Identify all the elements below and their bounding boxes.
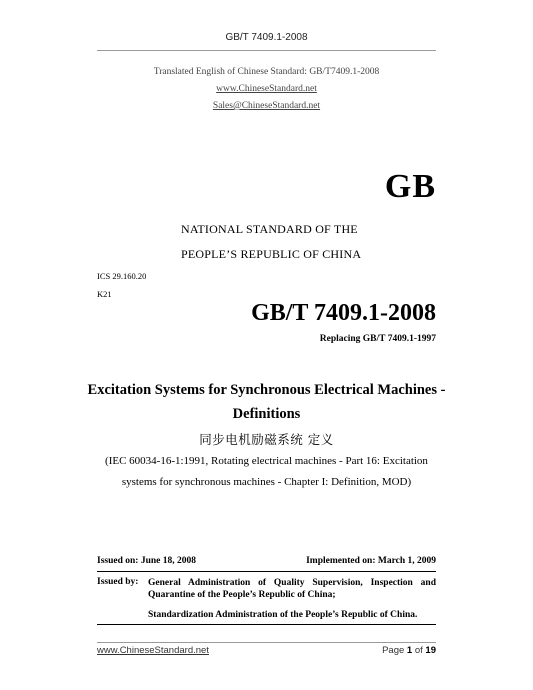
email-link[interactable]: Sales@ChineseStandard.net: [212, 101, 321, 111]
page-of: of: [414, 645, 423, 656]
translation-note: Translated English of Chinese Standard: GB/T7409.1-2008: [153, 67, 380, 77]
issuer-2: Standardization Administration of the People’s Republic of China.: [148, 610, 418, 620]
ics-code: ICS 29.160.20: [97, 271, 147, 281]
iec-reference-line1: (IEC 60034-16-1:1991, Rotating electrical machines - Part 16: Excitation: [105, 455, 428, 467]
issuers-divider: [97, 624, 436, 625]
issuer-1: General Administration of Quality Supervision, Inspection and Quarantine of the People’s Republic of China;: [148, 578, 436, 600]
running-header-title: GB/T 7409.1-2008: [225, 32, 308, 43]
issued-date: Issued on: June 18, 2008: [97, 556, 196, 566]
issued-by-label: Issued by:: [97, 577, 139, 587]
header-divider: [97, 50, 436, 51]
standard-number: GB/T 7409.1-2008: [251, 300, 436, 326]
footer-website-link[interactable]: www.ChineseStandard.net: [97, 645, 209, 656]
website-link[interactable]: www.ChineseStandard.net: [216, 84, 317, 94]
implemented-date: Implemented on: March 1, 2009: [306, 556, 436, 566]
website-link-row: [0, 84, 533, 94]
dates-divider: [97, 571, 436, 572]
title-line2: Definitions: [232, 406, 301, 422]
replacing-standard: Replacing GB/T 7409.1-1997: [319, 334, 436, 344]
page-current: 1: [406, 645, 413, 656]
page-total: 19: [425, 645, 436, 656]
national-standard-line1: NATIONAL STANDARD OF THE: [181, 222, 358, 236]
page-indicator: [382, 645, 436, 656]
national-standard-line2: PEOPLE’S REPUBLIC OF CHINA: [181, 247, 362, 261]
footer-divider: [97, 642, 436, 643]
iec-reference-line2: systems for synchronous machines - Chapter I: Definition, MOD): [121, 476, 412, 488]
gb-logo: GB: [384, 168, 436, 205]
email-link-row: [0, 101, 533, 111]
page-label: Page: [382, 645, 405, 656]
chinese-title: 同步电机励磁系统 定义: [199, 432, 334, 447]
title-line1: Excitation Systems for Synchronous Electrical Machines -: [87, 382, 446, 398]
ccs-code: K21: [97, 289, 112, 299]
